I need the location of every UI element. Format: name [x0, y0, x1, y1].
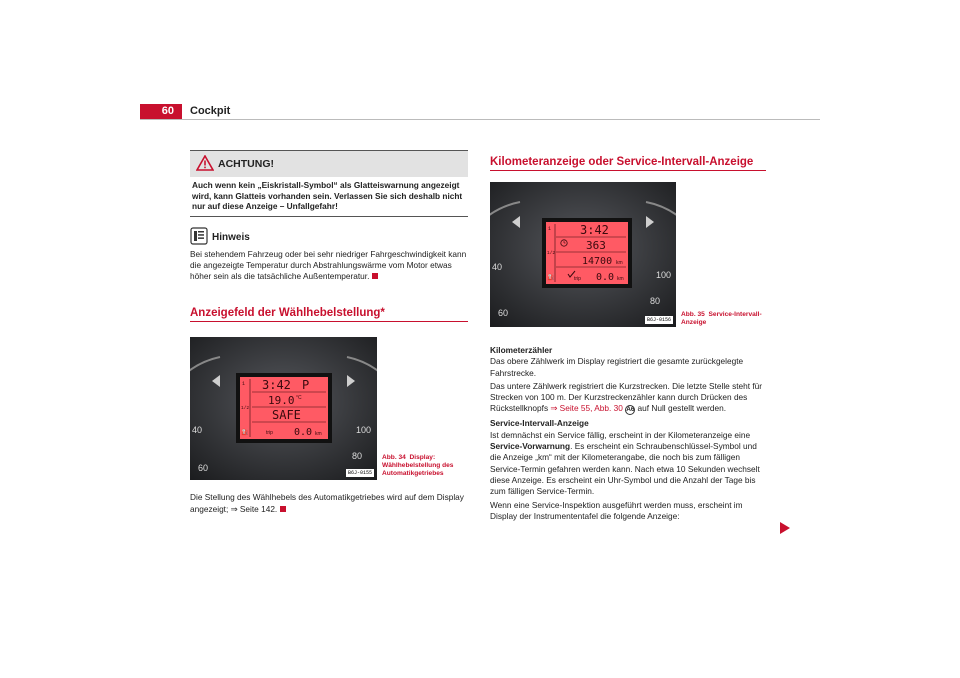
figure-34-caption: Abb. 34 Display: Wählhebelstellung des Automatikgetriebes: [382, 454, 454, 478]
speed-label-right-2: 80: [352, 451, 363, 462]
page-number: 60: [140, 104, 182, 119]
fuel-pump-icon: ⛽: [241, 430, 249, 437]
trip-unit: km: [617, 276, 624, 282]
display-service-days: 363: [586, 239, 606, 252]
display-time: 3:42: [580, 223, 609, 237]
display-message: SAFE: [272, 408, 301, 423]
gear-body-text: Die Stellung des Wählhebels des Automatikgetriebes wird auf dem Display angezeigt; ⇒ Seite 142.: [190, 492, 464, 514]
figure-34: [190, 337, 377, 480]
section-gear-title: Anzeigefeld der Wählhebelstellung*: [190, 306, 468, 322]
gauge-cluster-gear: [190, 337, 377, 480]
display-temperature: 19.0: [268, 394, 295, 408]
fuel-pump-icon: ⛽: [547, 275, 555, 281]
next-page-arrow-icon[interactable]: [780, 522, 790, 534]
fuel-half-label: 1/2: [547, 251, 556, 256]
left-column: [190, 150, 468, 515]
display-temperature-unit: °C: [296, 395, 302, 402]
warning-triangle-icon: [196, 155, 214, 171]
warning-box: [190, 150, 468, 217]
figure-34-row: [190, 337, 468, 480]
speed-label-right-2: 80: [650, 296, 661, 306]
figure-35: [490, 182, 676, 327]
end-mark-icon: [372, 273, 378, 279]
note-header: [190, 227, 468, 245]
warning-text: Auch wenn kein „Eiskristall-Symbol“ als Glatteiswarnung angezeigt wird, kann Glatteis vorhanden sein. Verlassen Sie sich deshalb nicht nur auf diese Anzeige – Unfallgefahr!: [192, 180, 463, 211]
kilometer-para-1: Das obere Zählwerk im Display registriert die gesamte zurückgelegte Fahrstrecke.: [490, 356, 744, 378]
trip-unit: km: [315, 431, 322, 438]
odometer-unit: km: [616, 260, 623, 266]
figure-35-code: B6J-0156: [646, 317, 671, 323]
speed-label-left-1: 40: [492, 262, 503, 272]
note-text: Bei stehendem Fahrzeug oder bei sehr niedriger Fahrgeschwindigkeit kann die angezeigte Temperatur durch Abstrahlungswärme vom Motor etwas höher sein als die tatsächliche Außentemperatur.: [190, 248, 467, 282]
gauge-cluster-service: [490, 182, 676, 327]
trip-value: 0.0: [294, 427, 313, 439]
section-km-title: Kilometeranzeige oder Service-Intervall-Anzeige: [490, 155, 766, 171]
service-para-1: Ist demnächst ein Service fällig, erscheint in der Kilometeranzeige eine Service-Vorwarnung. Es erscheint ein Schraubenschlüssel-Symbol und die Anzeige „km“ mit der Kilometerangabe, die noch bis zum fälligen Service-Termin gefahren werden kann. Nach etwa 10 Sekunden wechselt diese Anzeige. Es erscheint ein Uhr-Symbol und die Anzahl der Tage bis zum fälligen Service-Termin.: [490, 429, 760, 497]
display-time: 3:42: [262, 378, 291, 393]
fuel-full-label: 1: [242, 381, 246, 388]
speed-label-right-1: 100: [356, 425, 372, 436]
trip-label: trip: [574, 276, 581, 282]
kilometer-para-2: Das untere Zählwerk registriert die Kurzstrecken. Die letzte Stelle steht für Strecken von 100 m. Der Kurzstreckenzähler kann durch Drücken des Rückstellknopfs ⇒ Seite 55, Abb. 30 A6 auf Null gestellt werden.: [490, 380, 763, 414]
link-seite-55[interactable]: ⇒ Seite 55, Abb. 30: [550, 403, 623, 414]
warning-header: [190, 151, 468, 177]
header-rule: [140, 119, 820, 120]
speed-label-left-2: 60: [198, 463, 209, 474]
speed-label-left-2: 60: [498, 308, 509, 318]
chapter-title: Cockpit: [190, 105, 231, 117]
service-para-2: Wenn eine Service-Inspektion ausgeführt werden muss, erscheint im Display der Instrumententafel die folgende Anzeige:: [490, 499, 743, 521]
kilometer-heading: Kilometerzähler: [490, 345, 553, 355]
speed-label-right-1: 100: [656, 270, 672, 280]
trip-label: trip: [266, 430, 273, 437]
note-title: Hinweis: [212, 231, 250, 243]
figure-34-code: B6J-0155: [347, 470, 372, 477]
fuel-half-label: 1/2: [241, 406, 250, 412]
note-icon: [190, 227, 208, 245]
figure-35-row: [490, 182, 766, 327]
fuel-full-label: 1: [548, 226, 552, 232]
callout-badge-a6: A6: [626, 406, 635, 414]
display-gear: P: [302, 378, 310, 393]
trip-value: 0.0: [596, 272, 615, 283]
service-heading: Service-Intervall-Anzeige: [490, 418, 589, 429]
display-odometer: 14700: [582, 256, 613, 267]
speed-label-left-1: 40: [192, 425, 203, 436]
warning-title: ACHTUNG!: [218, 158, 274, 170]
end-mark-icon: [280, 506, 286, 512]
right-column: [490, 150, 766, 522]
figure-35-caption: Abb. 35 Service-Intervall-Anzeige: [681, 311, 762, 326]
